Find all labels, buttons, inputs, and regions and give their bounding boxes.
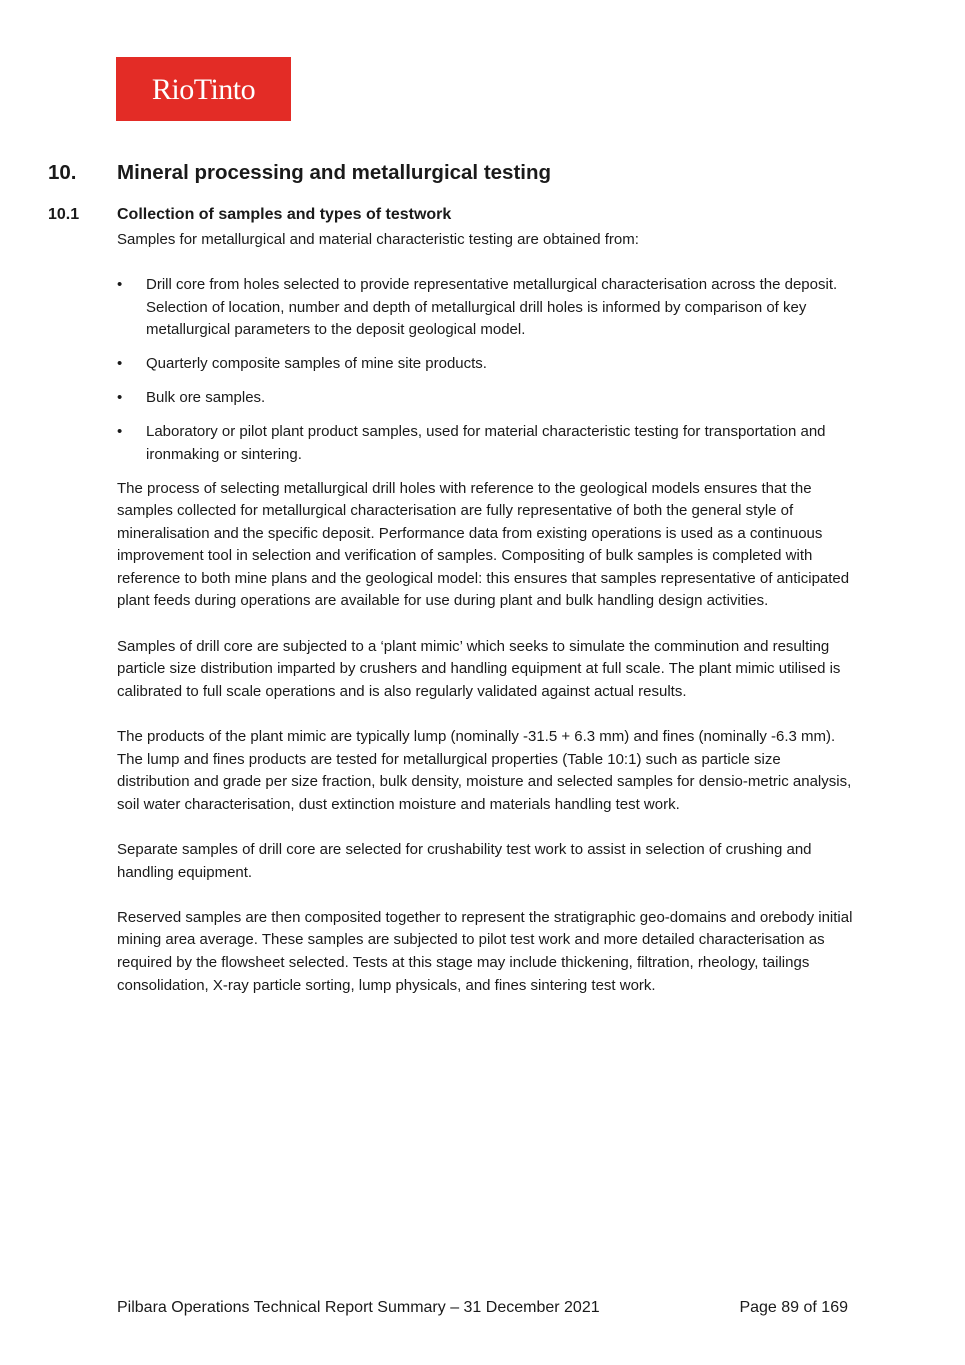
list-item: • Laboratory or pilot plant product samples, used for material characteristic testing for transportation and ironmaking or sintering. bbox=[117, 423, 826, 463]
company-logo bbox=[116, 57, 291, 121]
list-item: • Bulk ore samples. bbox=[117, 387, 857, 410]
page-number: Page 89 of 169 bbox=[739, 1299, 848, 1316]
paragraph: The process of selecting metallurgical drill holes with reference to the geological models ensures that the samples collected for metallurgical characterisation are fully representative of both the general style of mineralisation and the specific deposit. Performance data from existing operations is used as a continuous improvement tool in selection and verification of samples. Compositing of bulk samples is completed with reference to both mine plans and the geological model: this ensures that samples representative of anticipated plant feeds during operations are available for use during plant and bulk handling design activities. bbox=[117, 479, 850, 610]
list-item: • Quarterly composite samples of mine site products. bbox=[117, 353, 857, 376]
bullet-icon: • bbox=[117, 389, 123, 407]
section-title: Mineral processing and metallurgical testing bbox=[117, 161, 552, 184]
page-footer bbox=[117, 1299, 848, 1317]
subsection-number: 10.1 bbox=[48, 206, 80, 223]
bullet-icon: • bbox=[117, 355, 123, 373]
paragraph: Separate samples of drill core are selected for crushability test work to assist in selection of crushing and handling equipment. bbox=[117, 841, 812, 881]
bullet-icon: • bbox=[117, 276, 123, 294]
body-content bbox=[117, 229, 857, 1020]
paragraph: The products of the plant mimic are typically lump (nominally -31.5 + 6.3 mm) and fines (nominally -6.3 mm). The lump and fines products are tested for metallurgical properties (Table 10:1) such as particle size distribution and grade per size fraction, bulk density, moisture and selected samples for densio-metric analysis, soil water characterisation, dust extinction moisture and materials handling test work. bbox=[117, 728, 852, 813]
footer-report-title: Pilbara Operations Technical Report Summary – 31 December 2021 bbox=[117, 1299, 600, 1316]
intro-text: Samples for metallurgical and material characteristic testing are obtained from: bbox=[117, 231, 639, 248]
logo-text: RioTinto bbox=[151, 73, 256, 106]
paragraph: Reserved samples are then composited together to represent the stratigraphic geo-domains and orebody initial mining area average. These samples are subjected to pilot test work and more detailed characterisation as required by the flowsheet selected. Tests at this stage may include thickening, filtration, rheology, tailings consolidation, X-ray particle sorting, lump physicals, and fines sintering test work. bbox=[117, 908, 853, 994]
subsection-title: Collection of samples and types of testwork bbox=[117, 206, 452, 223]
bullet-icon: • bbox=[117, 423, 123, 441]
paragraph: Samples of drill core are subjected to a ‘plant mimic’ which seeks to simulate the comminution and resulting particle size distribution imparted by crushers and handling equipment at full scale. The plant mimic utilised is calibrated to full scale operations and is also regularly validated against actual results. bbox=[117, 637, 841, 700]
section-number: 10. bbox=[48, 161, 77, 184]
sample-sources-list bbox=[117, 274, 857, 466]
list-item: • Drill core from holes selected to provide representative metallurgical characterisation across the deposit. Selection of location, number and depth of metallurgical drill holes is informed by comparison of key metallurgical parameters to the deposit geological model. bbox=[117, 276, 838, 339]
